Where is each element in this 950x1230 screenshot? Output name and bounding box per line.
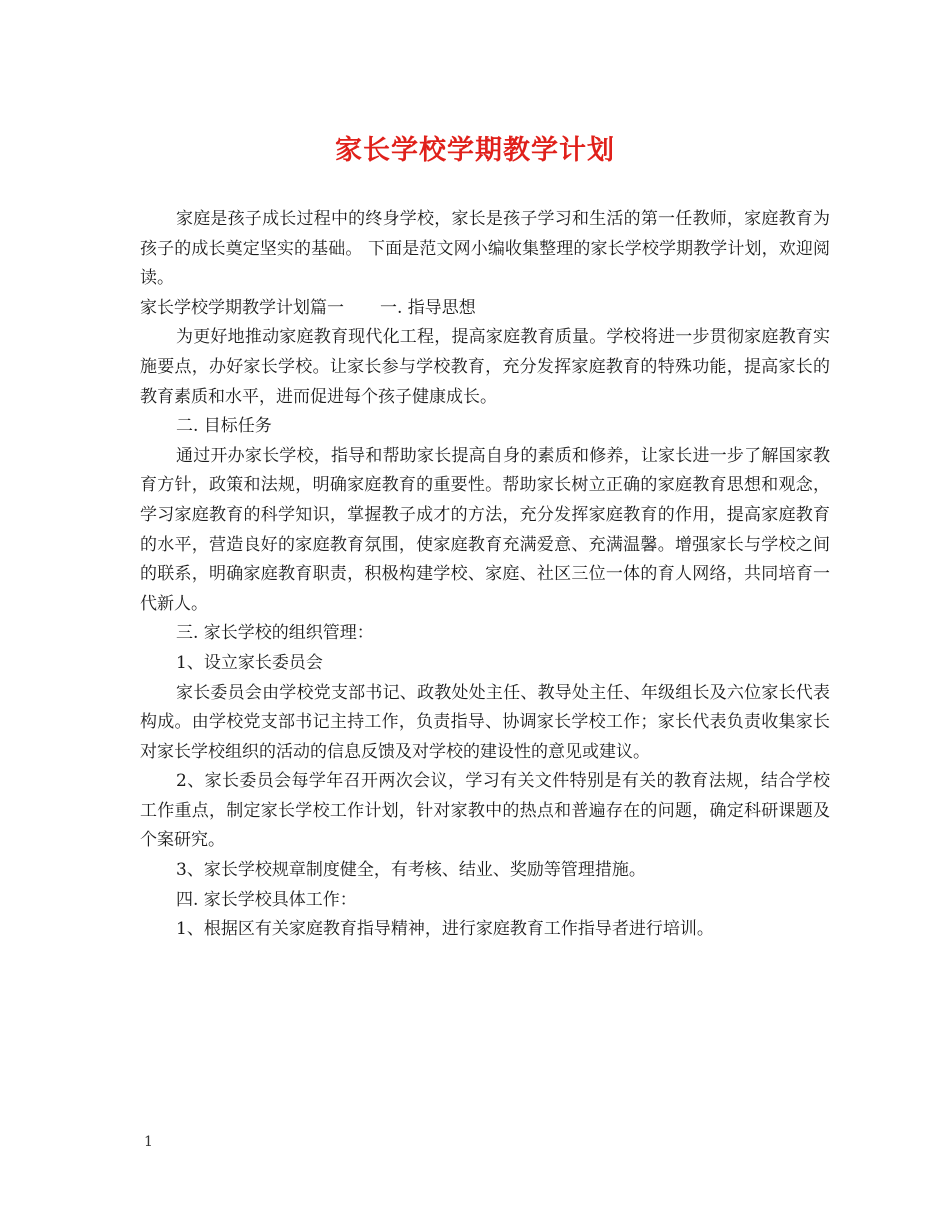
section-header-line	[140, 294, 830, 324]
document-title: 家长学校学期教学计划	[335, 135, 615, 166]
section-header-title: 家长学校学期教学计划篇一	[140, 297, 344, 318]
intro-paragraph: 家庭是孩子成长过程中的终身学校，家长是孩子学习和生活的第一任教师，家庭教育为孩子的成长奠定坚实的基础。 下面是范文网小编收集整理的家长学校学期教学计划，欢迎阅读。	[140, 209, 830, 289]
heading-specific-work: 四. 家长学校具体工作：	[176, 889, 357, 910]
paragraph-committee-meetings: 2、家长委员会每学年召开两次会议，学习有关文件特别是有关的教育法规，结合学校工作重点，制定家长学校工作计划，针对家教中的热点和普遍存在的问题，确定科研课题及个案研究。	[140, 771, 830, 851]
paragraph-parent-committee: 家长委员会由学校党支部书记、政教处处主任、教导处主任、年级组长及六位家长代表构成。由学校党支部书记主持工作，负责指导、协调家长学校工作；家长代表负责收集家长对家长学校组织的活动的信息反馈及对学校的建设性的意见或建议。	[140, 682, 830, 762]
heading-goals: 二. 目标任务	[176, 416, 272, 437]
heading-organization: 三. 家长学校的组织管理：	[176, 623, 374, 644]
subheading-parent-committee: 1、设立家长委员会	[176, 652, 323, 673]
document-body	[140, 205, 830, 945]
paragraph-goals: 通过开办家长学校，指导和帮助家长提高自身的素质和修养，让家长进一步了解国家教育方针，政策和法规，明确家庭教育的重要性。帮助家长树立正确的家庭教育思想和观念，学习家庭教育的科学知识，掌握教子成才的方法，充分发挥家庭教育的作用，提高家庭教育的水平，营造良好的家庭教育氛围，使家庭教育充满爱意、充满温馨。增强家长与学校之间的联系，明确家庭教育职责，积极构建学校、家庭、社区三位一体的育人网络，共同培育一代新人。	[140, 445, 830, 614]
paragraph-rules: 3、家长学校规章制度健全，有考核、结业、奖励等管理措施。	[176, 860, 646, 881]
paragraph-training: 1、根据区有关家庭教育指导精神，进行家庭教育工作指导者进行培训。	[176, 919, 714, 940]
heading-guiding-thought: 一. 指导思想	[380, 297, 476, 318]
page-number: 1	[144, 1134, 153, 1150]
paragraph-guiding-thought: 为更好地推动家庭教育现代化工程，提高家庭教育质量。学校将进一步贯彻家庭教育实施要点，办好家长学校。让家长参与学校教育，充分发挥家庭教育的特殊功能，提高家长的教育素质和水平，进而促进每个孩子健康成长。	[140, 327, 830, 407]
